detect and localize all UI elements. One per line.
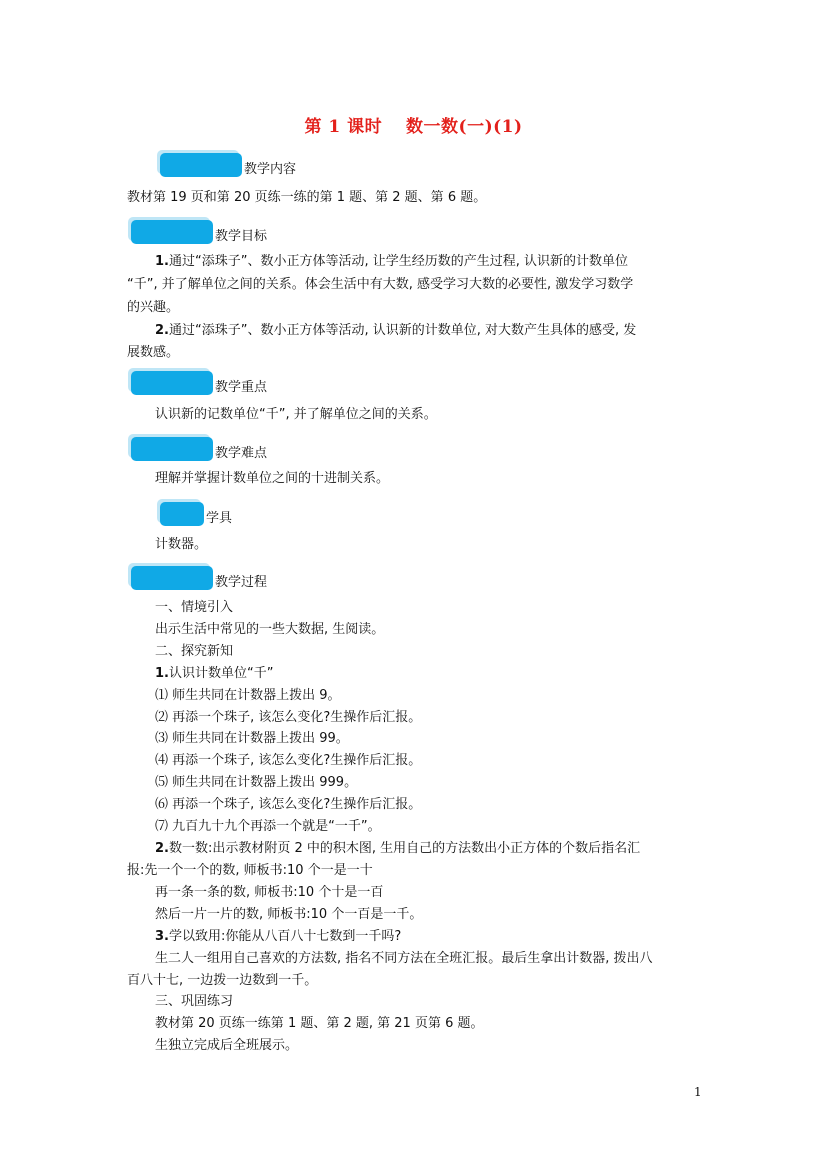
goal-1-line-2: “千”, 并了解单位之间的关系。体会生活中有大数, 感受学习大数的必要性, 激发学习数学 <box>127 277 634 292</box>
difficulties-text: 理解并掌握计数单位之间的十进制关系。 <box>155 471 390 486</box>
process-substep: ⑷ 再添一个珠子, 该怎么变化?生操作后汇报。 <box>155 753 422 768</box>
process-item-2-line-4: 然后一片一片的数, 师板书:10 个一百是一千。 <box>155 907 423 922</box>
section-tab <box>131 566 213 590</box>
process-text: 出示生活中常见的一些大数据, 生阅读。 <box>155 622 385 637</box>
goal-2-text: 通过“添珠子”、数小正方体等活动, 认识新的计数单位, 对大数产生具体的感受, 发 <box>168 323 637 338</box>
goal-2-number: 2. <box>155 323 169 338</box>
goal-1-text: 通过“添珠子”、数小正方体等活动, 让学生经历数的产生过程, 认识新的计数单位 <box>168 254 628 269</box>
section-heading-label: 学具 <box>206 511 233 526</box>
process-substep: ⑹ 再添一个珠子, 该怎么变化?生操作后汇报。 <box>155 797 422 812</box>
page-title: 第 1 课时 数一数(一)(1) <box>304 117 523 137</box>
process-item-2-line-1 <box>155 840 640 858</box>
process-step-2-heading: 二、探究新知 <box>155 644 234 659</box>
process-substep: ⑴ 师生共同在计数器上拨出 9。 <box>155 688 341 703</box>
section-heading-label: 教学内容 <box>244 162 297 177</box>
process-item-2-line-2: 报:先一个一个的数, 师板书:10 个一是一十 <box>127 863 373 878</box>
section-heading-tools <box>160 502 310 526</box>
goal-1-line-1 <box>155 253 628 271</box>
process-substep: ⑵ 再添一个珠子, 该怎么变化?生操作后汇报。 <box>155 710 422 725</box>
goal-1-line-3: 的兴趣。 <box>127 300 180 315</box>
section-heading-content <box>160 153 360 177</box>
section-heading-goals <box>131 220 331 244</box>
process-item-3-line-1 <box>155 928 401 946</box>
item-text: 数一数:出示教材附页 2 中的积木图, 生用自己的方法数出小正方体的个数后指名汇 <box>168 841 641 856</box>
section-tab <box>160 153 242 177</box>
goal-1-number: 1. <box>155 254 169 269</box>
process-text: 教材第 20 页练一练第 1 题、第 2 题, 第 21 页第 6 题。 <box>155 1016 484 1031</box>
section-heading-process <box>131 566 331 590</box>
item-number: 2. <box>155 841 169 856</box>
item-number: 3. <box>155 929 169 944</box>
item-text: 学以致用:你能从八百八十七数到一千吗? <box>168 929 402 944</box>
section-heading-label: 教学难点 <box>215 446 268 461</box>
item-text: 认识计数单位“千” <box>168 666 274 681</box>
process-item-3-line-2: 生二人一组用自己喜欢的方法数, 指名不同方法在全班汇报。最后生拿出计数器, 拨出八 <box>155 951 653 966</box>
tools-text: 计数器。 <box>155 537 208 552</box>
process-substep: ⑶ 师生共同在计数器上拨出 99。 <box>155 731 349 746</box>
page-number: 1 <box>694 1085 702 1099</box>
process-step-3-heading: 三、巩固练习 <box>155 994 234 1009</box>
section-heading-label: 教学过程 <box>215 575 268 590</box>
section-tab <box>131 437 213 461</box>
process-item-2-line-3: 再一条一条的数, 师板书:10 个十是一百 <box>155 885 384 900</box>
section-tab <box>131 220 213 244</box>
goal-2-line-1 <box>155 322 636 340</box>
section-heading-label: 教学重点 <box>215 380 268 395</box>
goal-2-line-2: 展数感。 <box>127 345 180 360</box>
process-substep: ⑸ 师生共同在计数器上拨出 999。 <box>155 775 358 790</box>
content-text: 教材第 19 页和第 20 页练一练的第 1 题、第 2 题、第 6 题。 <box>127 190 487 205</box>
process-step-1-heading: 一、情境引入 <box>155 600 234 615</box>
section-heading-key-points <box>131 371 331 395</box>
process-text: 生独立完成后全班展示。 <box>155 1038 299 1053</box>
section-tab <box>131 371 213 395</box>
section-tab <box>160 502 204 526</box>
key-points-text: 认识新的记数单位“千”, 并了解单位之间的关系。 <box>155 407 437 422</box>
process-item-3-line-3: 百八十七, 一边拨一边数到一千。 <box>127 973 318 988</box>
process-substep: ⑺ 九百九十九个再添一个就是“一千”。 <box>155 819 381 834</box>
section-heading-difficulties <box>131 437 331 461</box>
item-number: 1. <box>155 666 169 681</box>
process-item-1-heading <box>155 665 273 683</box>
section-heading-label: 教学目标 <box>215 229 268 244</box>
